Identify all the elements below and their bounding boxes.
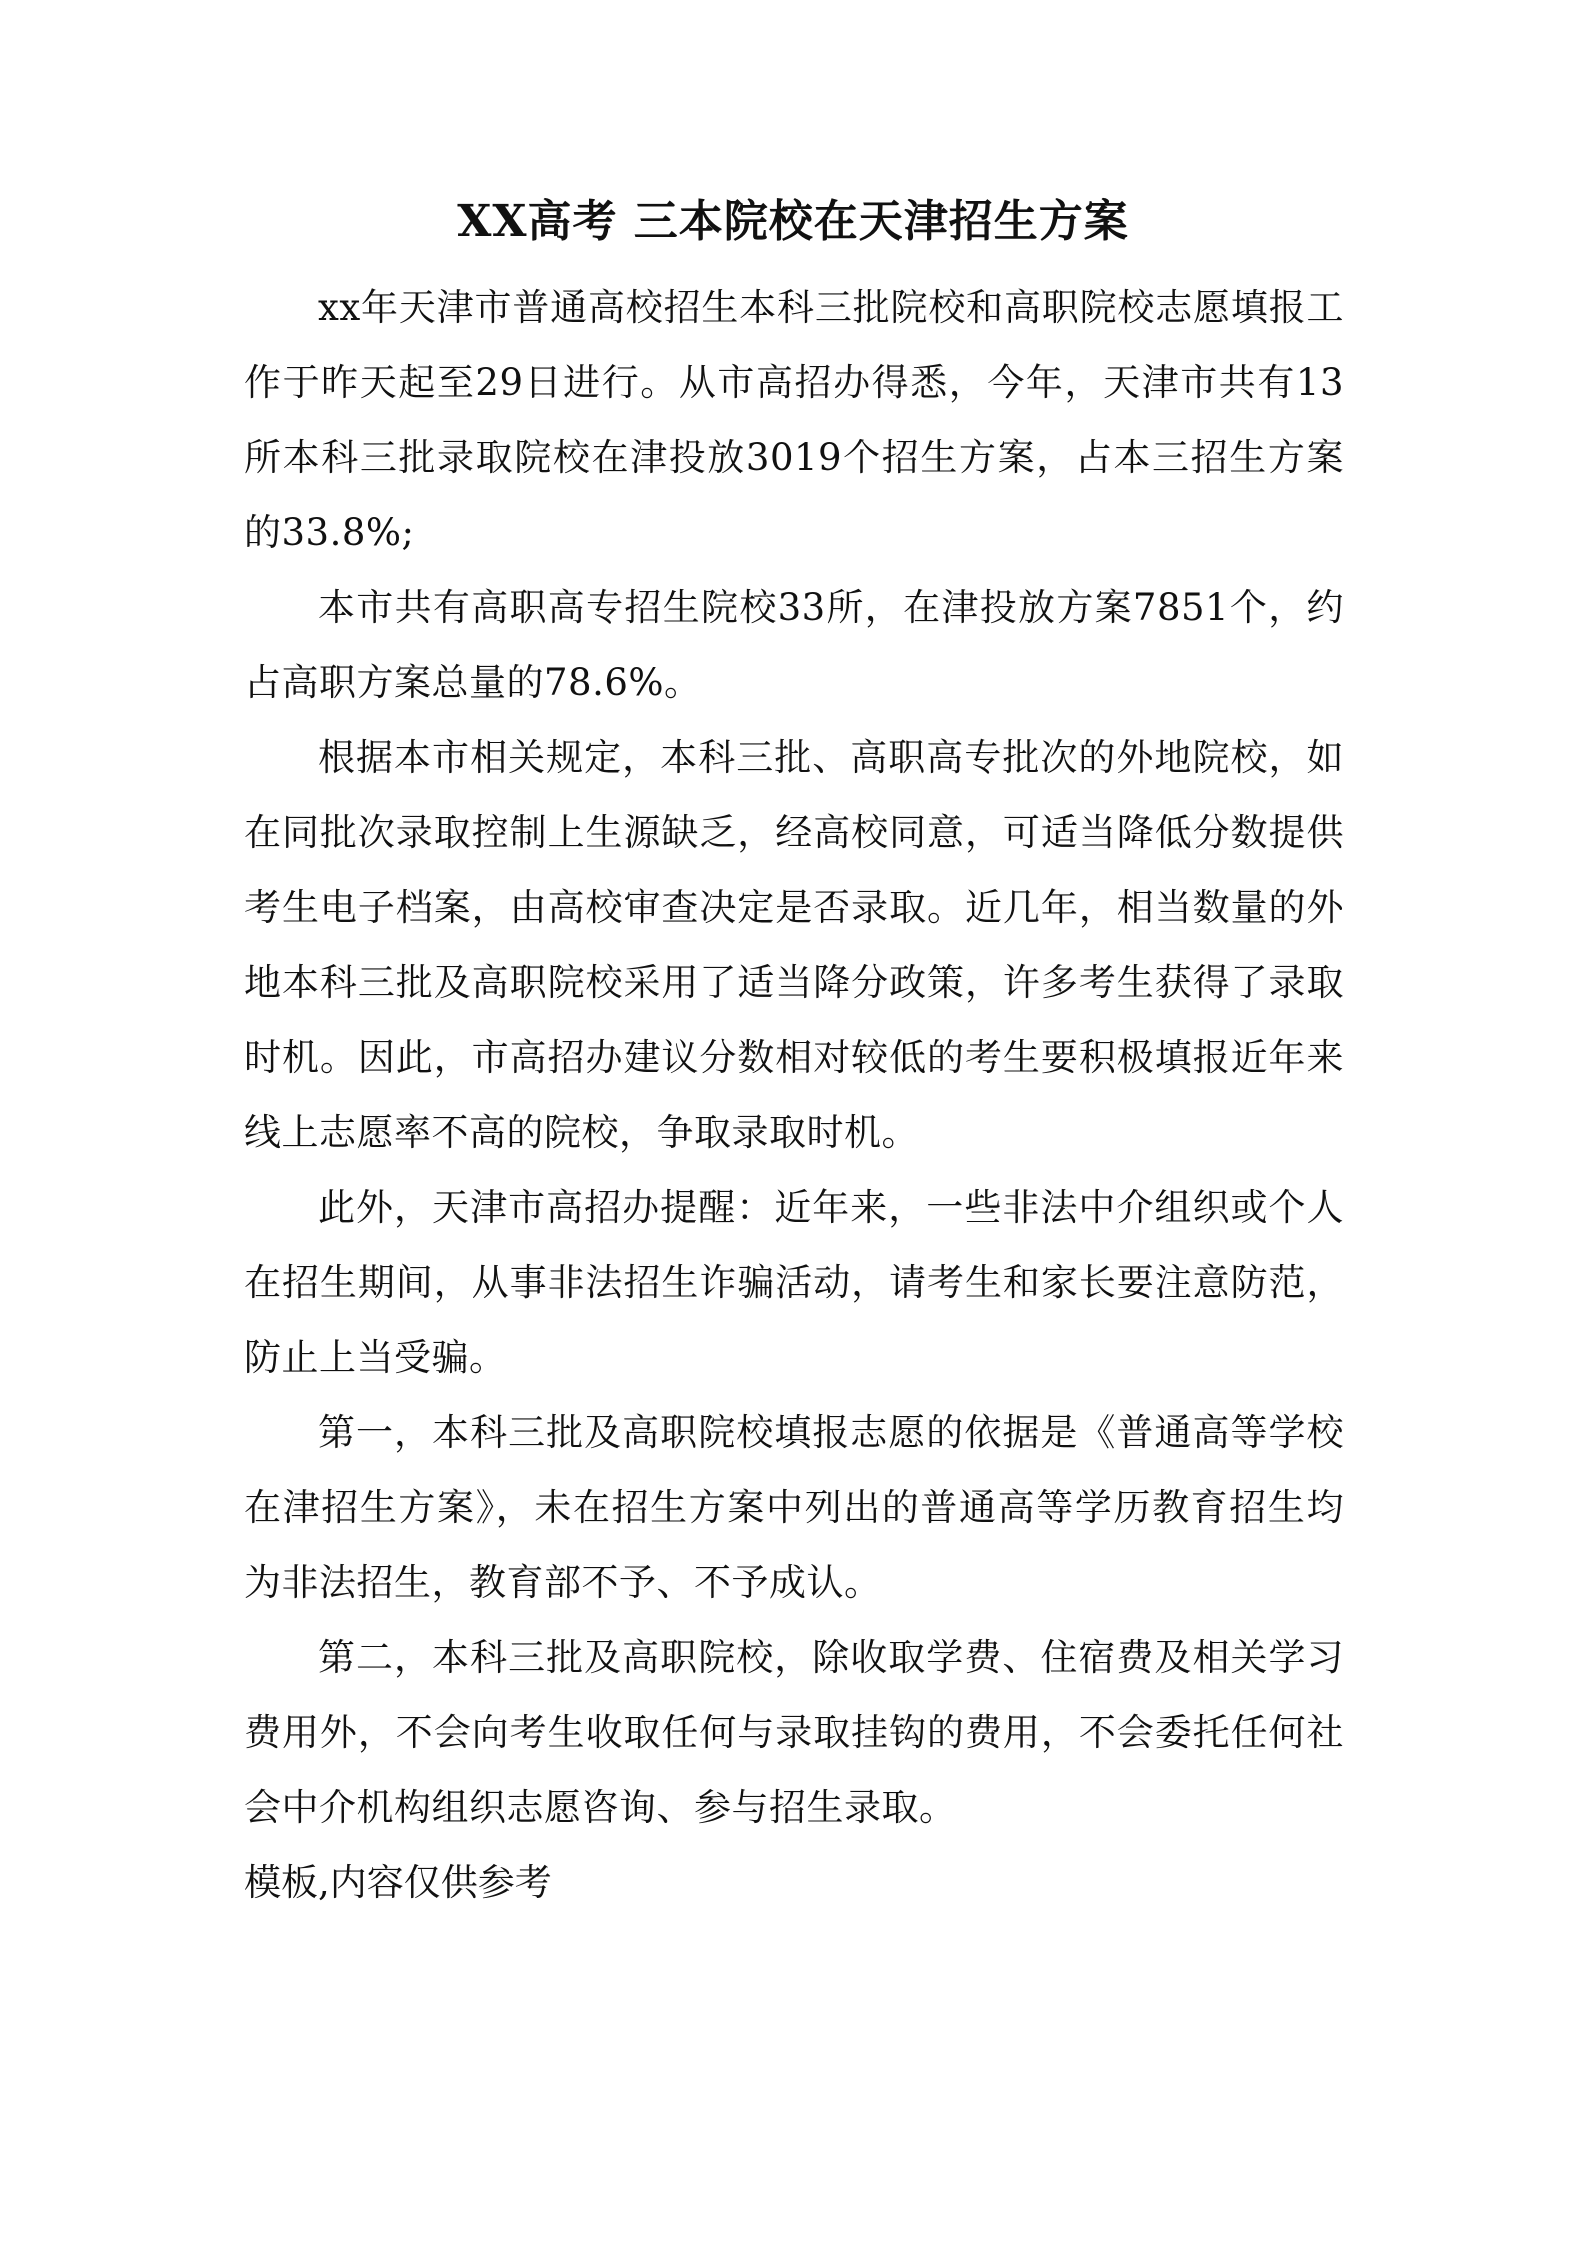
paragraph-warning: 此外，天津市高招办提醒：近年来，一些非法中介组织或个人在招生期间，从事非法招生诈骗活动，请考生和家长要注意防范，防止上当受骗。 xyxy=(244,1186,1344,1379)
paragraph-second-point: 第二，本科三批及高职院校，除收取学费、住宿费及相关学习费用外，不会向考生收取任何与录取挂钩的费用，不会委托任何社会中介机构组织志愿咨询、参与招生录取。 xyxy=(244,1636,1344,1829)
document-title: XX高考 三本院校在天津招生方案 xyxy=(457,196,1129,247)
document-body xyxy=(244,270,1344,1920)
paragraph-vocational: 本市共有高职高专招生院校33所，在津投放方案7851个，约占高职方案总量的78.6%。 xyxy=(244,586,1344,704)
footer-note: 模板,内容仅供参考 xyxy=(244,1861,552,1904)
paragraph-regulation: 根据本市相关规定，本科三批、高职高专批次的外地院校，如在同批次录取控制上生源缺乏，经高校同意，可适当降低分数提供考生电子档案，由高校审查决定是否录取。近几年，相当数量的外地本科三批及高职院校采用了适当降分政策，许多考生获得了录取时机。因此，市高招办建议分数相对较低的考生要积极填报近年来线上志愿率不高的院校，争取录取时机。 xyxy=(244,736,1344,1154)
paragraph-first-point: 第一，本科三批及高职院校填报志愿的依据是《普通高等学校在津招生方案》，未在招生方案中列出的普通高等学历教育招生均为非法招生，教育部不予、不予成认。 xyxy=(244,1411,1344,1604)
paragraph-intro: xx年天津市普通高校招生本科三批院校和高职院校志愿填报工作于昨天起至29日进行。从市高招办得悉，今年，天津市共有13所本科三批录取院校在津投放3019个招生方案，占本三招生方案的33.8%; xyxy=(244,286,1344,554)
